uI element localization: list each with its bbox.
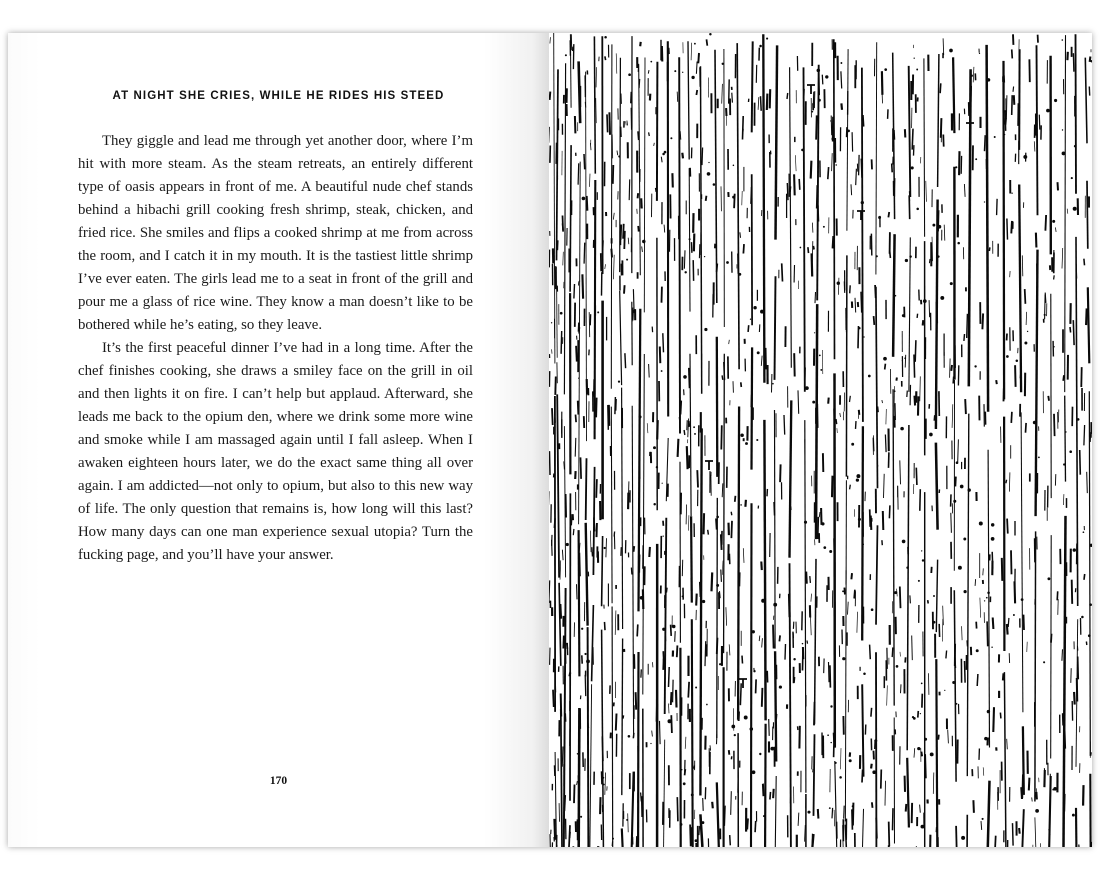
left-page — [8, 33, 549, 847]
book-spread — [8, 33, 1092, 847]
paragraph: They giggle and lead me through yet another door, where I’m hit with more steam. As the steam retreats, an entirely different type of oasis appears in front of me. A beautiful nude chef stands behind a hibachi grill cooking fresh shrimp, steak, chicken, and fried rice. She smiles and flips a cooked shrimp at me from across the room, and I catch it in my mouth. It is the tastiest little shrimp I’ve ever eaten. The girls lead me to a seat in front of the grill and pour me a glass of rice wine. They know a man doesn’t like to be bothered while he’s eating, so they leave. — [78, 133, 473, 333]
body-text — [78, 130, 473, 567]
running-head: AT NIGHT SHE CRIES, WHILE HE RIDES HIS STEED — [112, 90, 445, 102]
page-number: 170 — [269, 775, 288, 787]
right-page — [549, 33, 1092, 847]
paragraph: It’s the first peaceful dinner I’ve had in a long time. After the chef finishes cooking, she draws a smiley face on the grill in oil and then lights it on fire. I can’t help but applaud. Afterward, she leads me back to the opium den, where we drink some more wine and smoke while I am massaged again until I fall asleep. When I awaken eighteen hours later, we do the exact same thing all over again. I am addicted—not only to opium, but also to this new way of life. The only question that remains is, how long will this last? How many days can one man experience sexual utopia? Turn the fucking page, and you’ll have your answer. — [78, 340, 473, 563]
wood-grain-illustration — [549, 33, 1092, 847]
